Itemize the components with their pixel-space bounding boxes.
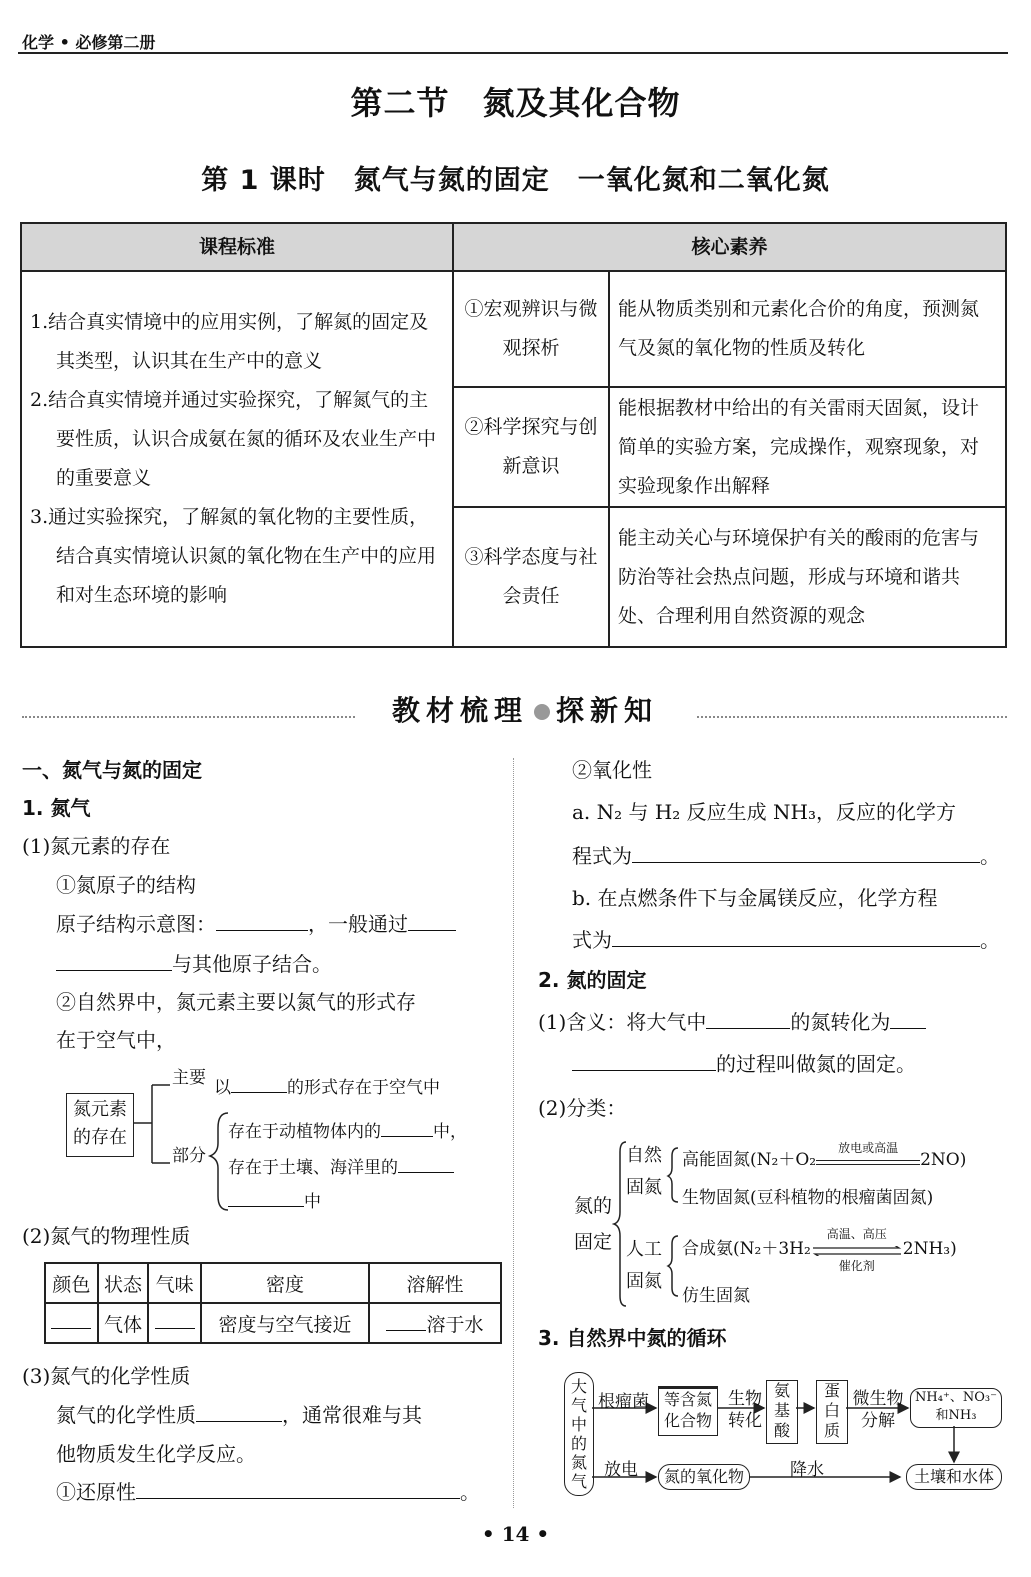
heading-fixation: 2. 氮的固定 [538,968,647,992]
oxidizing-a-line-2: 程式为 。 [572,844,1000,868]
blank-solubility[interactable] [386,1314,426,1331]
literacy-desc: 能根据教材中给出的有关雷雨天固氮，设计简单的实验方案，完成操作，观察现象，对实验现象作出解释 [609,387,1006,507]
blank-bond-a[interactable] [408,910,456,931]
prop-solubility-cell: 溶于水 [369,1303,501,1343]
blank-organism[interactable] [381,1120,433,1137]
cycle-bio-transform: 生物转化 [728,1389,762,1431]
prop-header: 颜色 [45,1263,98,1303]
curriculum-header: 课程标准 [21,223,453,271]
book-header: 化学 • 必修第二册 [22,33,156,52]
oxidizing-b-line-2: 式为 。 [572,928,1000,952]
ammonia-synthesis: 合成氨(N₂＋3H₂ 高温、高压 催化剂 2NH₃) [682,1227,957,1273]
biomimetic-fixation: 仿生固氮 [682,1286,750,1306]
page-number: • 14 • [481,1522,550,1546]
cycle-microbe: 微生物分解 [852,1389,904,1431]
literacy-name: ②科学探究与创新意识 [453,387,609,507]
blank-odor[interactable] [155,1312,195,1329]
prop-value: 气体 [98,1303,149,1343]
banner-right: 探新知 [556,694,659,727]
artificial-fixation: 人工固氮 [626,1239,662,1292]
cycle-rhizobia: 根瘤菌 [598,1392,649,1412]
cycle-protein: 蛋白质 [816,1380,848,1444]
literacy-name: ③科学态度与社会责任 [453,507,609,647]
heading-1: 一、氮气与氮的固定 [22,758,202,782]
curriculum-cell [21,271,453,647]
blank-soil-a[interactable] [398,1156,454,1173]
classification-label: (2)分类： [538,1096,627,1120]
blank-chem-property[interactable] [196,1401,282,1422]
cycle-ions: NH₄⁺、NO₃⁻和NH₃ [910,1388,1002,1428]
blank-bond-b[interactable] [56,950,172,971]
prop-header: 密度 [201,1263,369,1303]
structure-line-2: 与其他原子结合。 [56,950,332,978]
blank-def-a[interactable] [706,1008,790,1029]
reversible-arrow: 高温、高压 催化剂 [811,1234,903,1254]
oxidizing-a-line-1: a. N₂ 与 H₂ 反应生成 NH₃，反应的化学方 [572,800,957,824]
blank-main[interactable] [231,1076,287,1093]
atom-structure: ①氮原子的结构 [56,873,196,897]
oxidizing-heading: ②氧化性 [572,758,652,782]
cycle-discharge: 放电 [604,1460,638,1480]
bio-fixation: 生物固氮(豆科植物的根瘤菌固氮) [682,1188,934,1208]
blank-color[interactable] [51,1312,91,1329]
oxidizing-b-line-1: b. 在点燃条件下与金属镁反应，化学方程 [572,886,938,910]
fixation-root: 氮的固定 [574,1195,613,1253]
curriculum-item: 3.通过实验探究，了解氮的氧化物的主要性质，结合真实情境认识氮的氧化物在生产中的应用和对生态环境的影响 [30,506,437,606]
part-label: 部分 [172,1146,206,1166]
high-energy-fixation: 高能固氮(N₂＋O₂ 放电或高温 2NO) [682,1141,967,1170]
lesson-subtitle: 第 1 课时 氮气与氮的固定 一氧化氮和二氧化氮 [201,165,830,196]
subheading-chemical: (3)氮气的化学性质 [22,1364,191,1388]
subheading-physical: (2)氮气的物理性质 [22,1224,191,1248]
part-line-1: 存在于动植物体内的 中， [228,1122,467,1142]
cycle-oxide: 氮的氧化物 [658,1464,750,1490]
header-divider [18,52,1008,54]
banner-left: 教材梳理 [391,694,528,727]
structure-line: 原子结构示意图： ，一般通过 [56,910,456,938]
main-label: 主要 [172,1068,206,1088]
blank-structure[interactable] [216,910,308,931]
reducibility-line: ①还原性 。 [56,1480,480,1504]
cycle-atmosphere: 大气中的氮气 [564,1372,594,1496]
prop-value: 密度与空气接近 [201,1303,369,1343]
cycle-compound: 等含氮化合物 [658,1386,718,1436]
nature-line-2: 在于空气中， [56,1028,176,1052]
prop-header: 溶解性 [369,1263,501,1303]
literacy-desc: 能从物质类别和元素化合价的角度，预测氮气及氮的氧化物的性质及转化 [609,271,1006,387]
blank-equation-a[interactable] [632,842,980,863]
discharge-arrow: 放电或高温 [816,1148,920,1165]
definition-line-2: 的过程叫做氮的固定。 [572,1050,916,1078]
blank-def-c[interactable] [572,1050,716,1071]
heading-nitrogen: 1. 氮气 [22,796,91,820]
prop-color-cell[interactable] [45,1303,98,1343]
section-title: 第二节 氮及其化合物 [350,84,681,122]
part-line-3: 中 [228,1188,321,1216]
cycle-amino-acid: 氨基酸 [766,1380,798,1444]
chemical-line-1: 氮气的化学性质 ，通常很难与其 [56,1403,422,1427]
section-banner [355,690,695,732]
cycle-rain: 降水 [790,1460,824,1480]
curriculum-item: 2.结合真实情境并通过实验探究，了解氮气的主要性质，认识合成氨在氮的循环及农业生产中的重要意义 [30,389,437,489]
fixation-brackets [612,1140,684,1310]
existence-box: 氮元素的存在 [66,1093,134,1157]
definition-line-1: (1)含义：将大气中 的氮转化为 [538,1008,926,1036]
prop-odor-cell[interactable] [148,1303,201,1343]
blank-def-b[interactable] [890,1008,926,1029]
physical-properties-table [44,1262,502,1344]
blank-equation-b[interactable] [612,926,980,947]
literacy-desc: 能主动关心与环境保护有关的酸雨的危害与防治等社会热点问题，形成与环境和谐共处、合理利用自然资源的观念 [609,507,1006,647]
blank-soil-b[interactable] [228,1190,304,1207]
column-divider [513,758,514,1508]
blank-reducibility[interactable] [136,1478,460,1499]
banner-dot-icon [534,704,550,720]
chemical-line-2: 他物质发生化学反应。 [56,1442,256,1466]
literacy-header: 核心素养 [453,223,1006,271]
nature-line-1: ②自然界中，氮元素主要以氮气的形式存 [56,990,416,1014]
standards-table [20,222,1007,648]
curriculum-item: 1.结合真实情境中的应用实例，了解氮的固定及其类型，认识其在生产中的意义 [30,311,429,372]
part-line-2: 存在于土壤、海洋里的 [228,1154,454,1182]
main-text: 以 的形式存在于空气中 [214,1078,440,1098]
subheading-existence: (1)氮元素的存在 [22,834,171,858]
natural-fixation: 自然固氮 [626,1145,662,1198]
literacy-name: ①宏观辨识与微观探析 [453,271,609,387]
prop-header: 气味 [148,1263,201,1303]
heading-cycle: 3. 自然界中氮的循环 [538,1326,727,1350]
prop-header: 状态 [98,1263,149,1303]
cycle-soil: 土壤和水体 [906,1464,1002,1490]
